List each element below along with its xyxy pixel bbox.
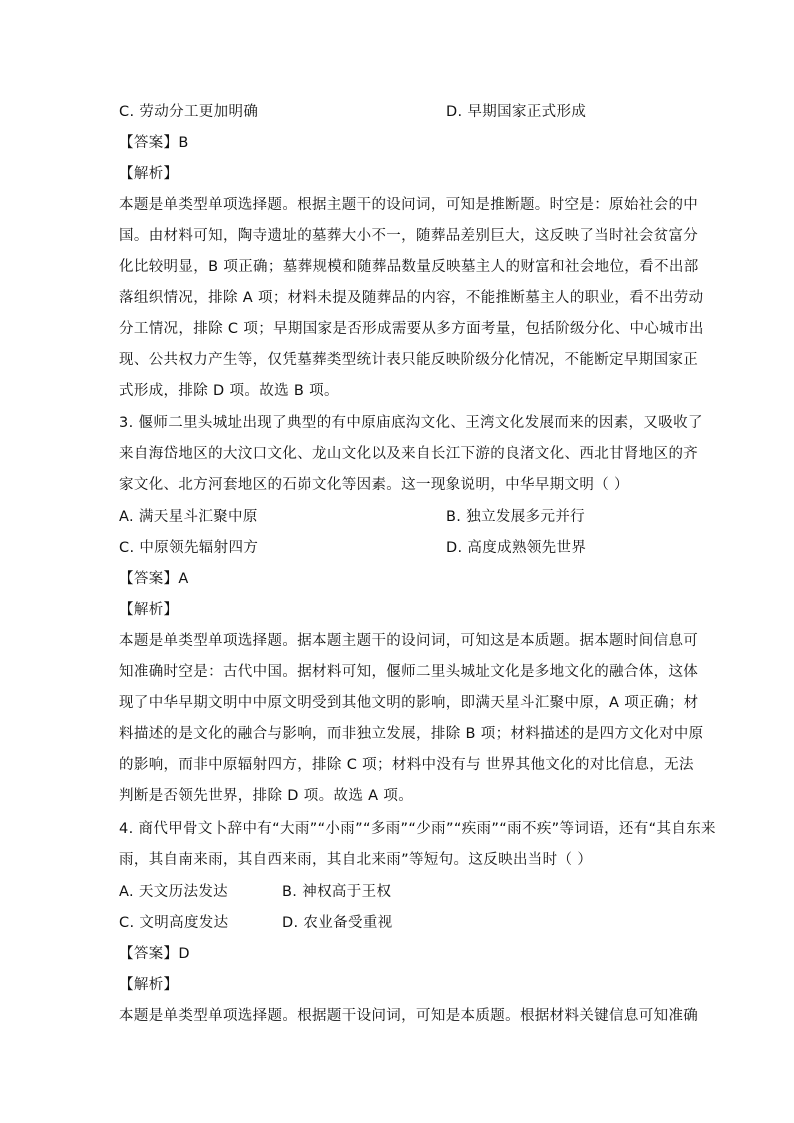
- q2-option-d: D. 早期国家正式形成: [446, 104, 587, 120]
- q4-option-b: B. 神权高于王权: [282, 884, 392, 900]
- q2-answer: 【答案】B: [119, 135, 189, 151]
- q2-analysis-line: 落组织情况，排除 A 项；材料未提及随葬品的内容，不能推断墓主人的职业，看不出劳动: [119, 290, 704, 306]
- q3-analysis-line: 知准确时空是：古代中国。据材料可知，偃师二里头城址文化是多地文化的融合体，这体: [119, 664, 699, 680]
- q3-option-c: C. 中原领先辐射四方: [119, 540, 259, 556]
- q3-option-a: A. 满天星斗汇聚中原: [119, 509, 258, 525]
- q3-option-d: D. 高度成熟领先世界: [446, 540, 587, 556]
- q4-analysis-tag: 【解析】: [119, 977, 179, 993]
- q3-analysis-line: 本题是单类型单项选择题。据本题主题干的设问词，可知这是本质题。据本题时间信息可: [119, 633, 699, 649]
- q2-analysis-line: 式形成，排除 D 项。故选 B 项。: [119, 383, 339, 399]
- q4-option-c: C. 文明高度发达: [119, 915, 229, 931]
- q3-analysis-line: 料描述的是文化的融合与影响，而非独立发展，排除 B 项；材料描述的是四方文化对中原: [119, 726, 704, 742]
- q3-answer: 【答案】A: [119, 571, 189, 587]
- q3-analysis-tag: 【解析】: [119, 602, 179, 618]
- q3-analysis-line: 现了中华早期文明中中原文明受到其他文明的影响，即满天星斗汇聚中原，A 项正确；材: [119, 695, 699, 711]
- q4-option-a: A. 天文历法发达: [119, 884, 229, 900]
- q4-stem-line: 4. 商代甲骨文卜辞中有“大雨”“小雨”“多雨”“少雨”“疾雨”“雨不疾”等词语，还有“其自东来: [119, 821, 716, 837]
- q4-answer: 【答案】D: [119, 946, 190, 962]
- q3-option-b: B. 独立发展多元并行: [446, 509, 586, 525]
- q3-stem-line: 3. 偃师二里头城址出现了典型的有中原庙底沟文化、王湾文化发展而来的因素，又吸收了: [119, 415, 703, 431]
- q3-stem-line: 来自海岱地区的大汶口文化、龙山文化以及来自长江下游的良渚文化、西北甘肾地区的齐: [119, 446, 699, 462]
- q2-option-c: C. 劳动分工更加明确: [119, 104, 259, 120]
- q2-analysis-line: 本题是单类型单项选择题。根据主题干的设问词，可知是推断题。时空是：原始社会的中: [119, 197, 699, 213]
- q4-stem-line: 雨，其自南来雨，其自西来雨，其自北来雨”等短句。这反映出当时（ ）: [119, 852, 593, 868]
- q2-analysis-line: 化比较明显，B 项正确；墓葬规模和随葬品数量反映墓主人的财富和社会地位，看不出部: [119, 259, 699, 275]
- q3-analysis-line: 的影响，而非中原辐射四方，排除 C 项；材料中没有与 世界其他文化的对比信息，无法: [119, 757, 694, 773]
- q4-option-d: D. 农业备受重视: [282, 915, 393, 931]
- q3-stem-line: 家文化、北方河套地区的石峁文化等因素。这一现象说明，中华早期文明（ ）: [119, 477, 629, 493]
- q4-analysis-line: 本题是单类型单项选择题。根据题干设问词，可知是本质题。根据材料关键信息可知准确: [119, 1008, 699, 1024]
- q2-analysis-line: 国。由材料可知，陶寺遗址的墓葬大小不一，随葬品差别巨大，这反映了当时社会贫富分: [119, 228, 699, 244]
- q2-analysis-tag: 【解析】: [119, 166, 179, 182]
- q2-analysis-line: 分工情况，排除 C 项；早期国家是否形成需要从多方面考量，包括阶级分化、中心城市出: [119, 321, 704, 337]
- q3-analysis-line: 判断是否领先世界，排除 D 项。故选 A 项。: [119, 788, 414, 804]
- q2-analysis-line: 现、公共权力产生等，仅凭墓葬类型统计表只能反映阶级分化情况，不能断定早期国家正: [119, 352, 699, 368]
